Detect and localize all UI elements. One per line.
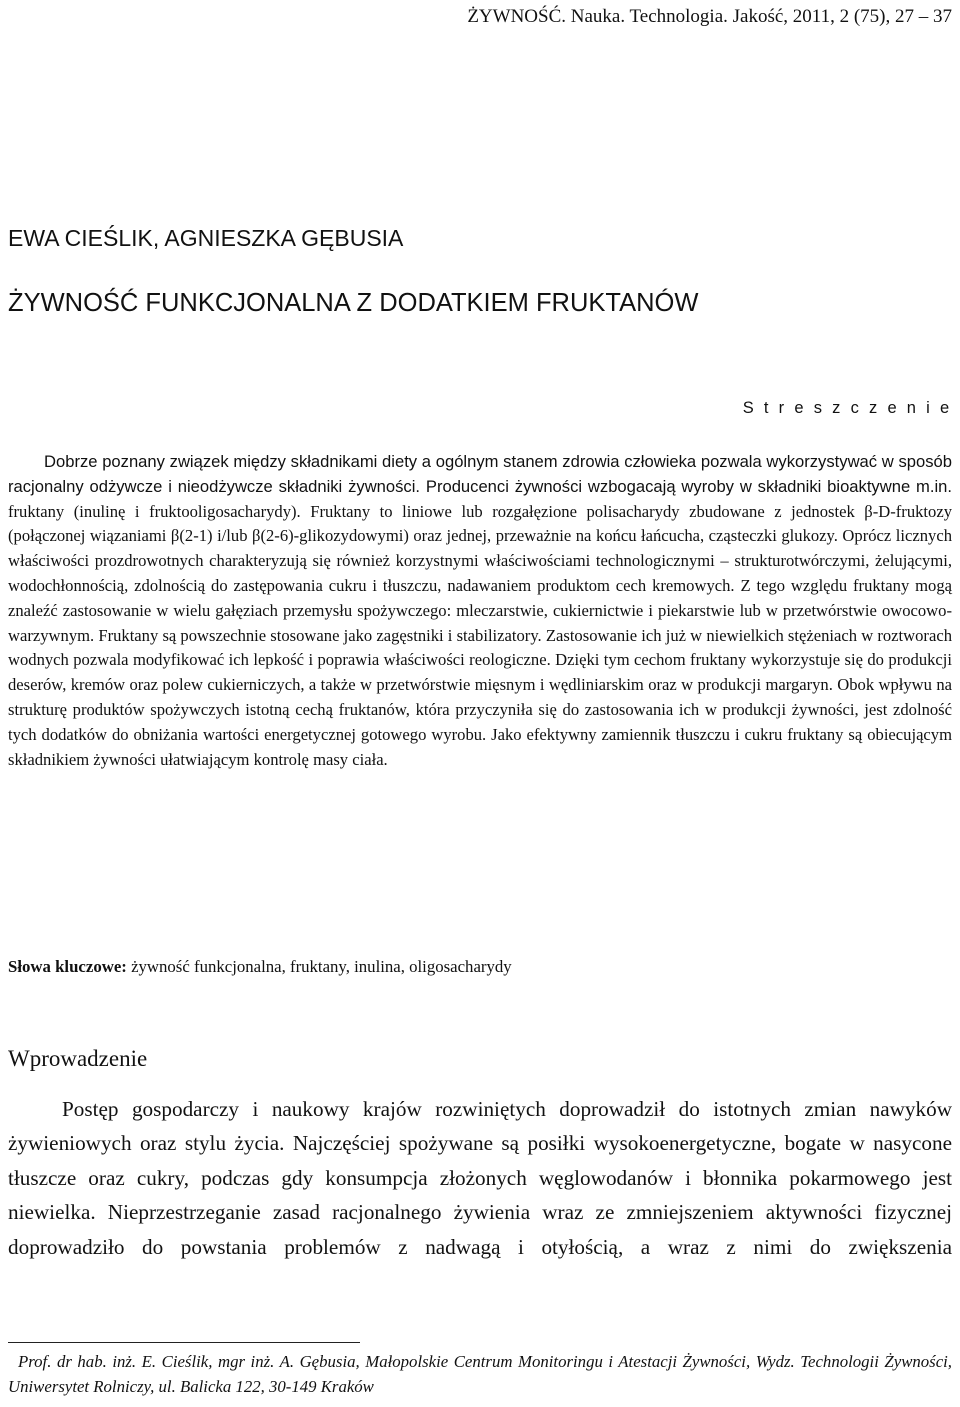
footnote: Prof. dr hab. inż. E. Cieślik, mgr inż. A. Gębusia, Małopolskie Centrum Monitoringu i Atestacji Żywności, Wydz. Technologii Żywności, Uniwersytet Rolniczy, ul. Balicka 122, 30-149 Kraków xyxy=(8,1352,952,1396)
running-head: ŻYWNOŚĆ. Nauka. Technologia. Jakość, 2011, 2 (75), 27 – 37 xyxy=(467,6,952,27)
abstract xyxy=(8,450,952,772)
authors: EWA CIEŚLIK, AGNIESZKA GĘBUSIA xyxy=(8,225,404,251)
article-title: ŻYWNOŚĆ FUNKCJONALNA Z DODATKIEM FRUKTANÓW xyxy=(8,289,699,317)
section-heading: Wprowadzenie xyxy=(8,1046,148,1071)
abstract-body: fruktany (inulinę i fruktooligosacharydy). Fruktany to liniowe lub rozgałęzione polisacharydy zbudowane z jednostek β-D-fruktozy (połączonej wiązaniami β(2-1) i/lub β(2-6)-glikozydowymi) oraz jednej, przeważnie na końcu łańcucha, cząsteczki glukozy. Oprócz licznych właściwości prozdrowotnych charakteryzują się również korzystnymi właściwościami technologicznymi – strukturotwórczymi, żelującymi, wodochłonnością, zdolnością do zastępowania cukru i tłuszczu, nadawaniem produktom cech kremowych. Z tego względu fruktany mogą znaleźć zastosowanie w wielu gałęziach przemysłu spożywczego: mleczarstwie, cukiernictwie i piekarstwie lub w przetwórstwie owocowo-warzywnym. Fruktany są powszechnie stosowane jako zagęstniki i stabilizatory. Zastosowanie ich już w niewielkich stężeniach w roztworach wodnych pozwala modyfikować ich lepkość i poprawia właściwości reologiczne. Dzięki tym cechom fruktany wykorzystuje się do produkcji deserów, kremów oraz polew cukierniczych, a także w przetwórstwie mięsnym i wędliniarskim oraz w produkcji margaryn. Obok wpływu na strukturę produktów spożywczych istotną cechą fruktanów, która przyczyniła się do zastosowania ich w produkcji żywności, jest zdolność tych dodatków do obniżania wartości energetycznej gotowego wyrobu. Jako efektywny zamiennik tłuszczu i cukru fruktany są obiecującym składnikiem żywności ułatwiającym kontrolę masy ciała. xyxy=(8,501,952,769)
abstract-lead: Dobrze poznany związek między składnikami diety a ogólnym stanem zdrowia człowieka pozwala wykorzystywać w sposób racjonalny odżywcze i nieodżywcze składniki żywności. Producenci żywności wzbogacają wyroby w składniki bioaktywne m.in. xyxy=(8,452,952,496)
footnote-divider xyxy=(8,1342,360,1343)
keywords xyxy=(8,955,512,979)
keywords-label: Słowa kluczowe: xyxy=(8,957,127,976)
intro-paragraph: Postęp gospodarczy i naukowy krajów rozwiniętych doprowadził do istotnych zmian nawyków żywieniowych oraz stylu życia. Najczęściej spożywane są posiłki wysokoenergetyczne, bogate w nasycone tłuszcze oraz cukry, podczas gdy konsumpcja złożonych węglowodanów i błonnika pokarmowego jest niewielka. Nieprzestrzeganie zasad racjonalnego żywienia wraz ze zmniejszeniem aktywności fizycznej doprowadziło do powstania problemów z nadwagą i otyłością, a wraz z nimi do zwiększenia xyxy=(8,1097,952,1259)
abstract-heading: S t r e s z c z e n i e xyxy=(742,399,952,417)
keywords-text: żywność funkcjonalna, fruktany, inulina, oligosacharydy xyxy=(126,957,512,976)
